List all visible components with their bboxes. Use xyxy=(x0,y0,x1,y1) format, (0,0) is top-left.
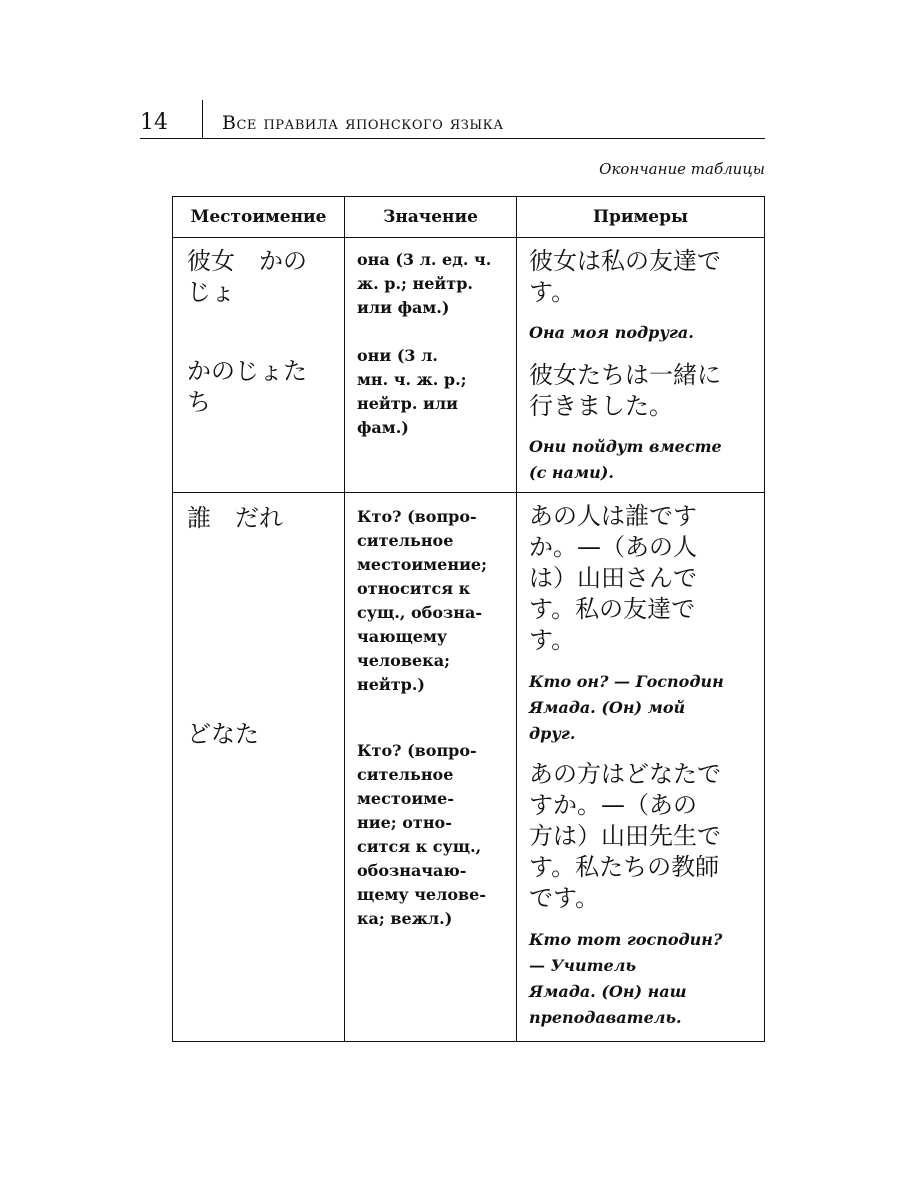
example-translation: Кто он? — Господин Ямада. (Он) мой друг. xyxy=(529,672,724,743)
meaning-cell xyxy=(345,493,517,1042)
book-title: Все правила японского языка xyxy=(222,112,504,134)
table-row xyxy=(173,238,765,493)
meaning-text: Кто? (вопро- сительное местоимение; относится к сущ., обозна- чающему человека; нейтр.) xyxy=(357,507,488,694)
header-rule xyxy=(140,138,765,139)
example-japanese: あの人は誰です か。—（あの人 は）山田さんで す。私の友達で す。 xyxy=(529,502,697,654)
example-japanese: あの方はどなたで すか。—（あの 方は）山田先生で す。私たちの教師 です。 xyxy=(529,760,721,912)
running-header xyxy=(140,100,765,140)
examples-cell xyxy=(517,493,765,1042)
meaning-text: они (3 л. мн. ч. ж. р.; нейтр. или фам.) xyxy=(357,346,467,437)
example-japanese: 彼女たちは一緒に 行きました。 xyxy=(529,361,721,420)
examples-cell xyxy=(517,238,765,493)
example-translation: Кто тот господин? — Учитель Ямада. (Он) наш преподаватель. xyxy=(529,930,723,1027)
pronoun-text: かのじょた ち xyxy=(187,357,307,416)
column-header-meaning: Значение xyxy=(345,197,517,238)
pronoun-text: どなた xyxy=(187,720,259,748)
pronoun-text: 彼女 かの じょ xyxy=(187,247,307,306)
pronoun-table xyxy=(172,196,765,1042)
page-number: 14 xyxy=(140,110,168,135)
example-translation: Они пойдут вместе (с нами). xyxy=(529,437,722,482)
column-header-examples: Примеры xyxy=(517,197,765,238)
table-header-row xyxy=(173,197,765,238)
table-caption: Окончание таблицы xyxy=(599,160,765,178)
meaning-text: она (3 л. ед. ч. ж. р.; нейтр. или фам.) xyxy=(357,250,492,317)
table-row xyxy=(173,493,765,1042)
header-separator xyxy=(202,100,203,138)
meaning-text: Кто? (вопро- сительное местоиме- ние; отно- сится к сущ., обозначаю- щему челове- ка; вежл.) xyxy=(357,741,486,928)
example-translation: Она моя подруга. xyxy=(529,323,694,342)
pronoun-cell xyxy=(173,493,345,1042)
meaning-cell xyxy=(345,238,517,493)
pronoun-text: 誰 だれ xyxy=(187,504,283,532)
example-japanese: 彼女は私の友達で す。 xyxy=(529,247,721,306)
pronoun-cell xyxy=(173,238,345,493)
column-header-pronoun: Местоимение xyxy=(173,197,345,238)
